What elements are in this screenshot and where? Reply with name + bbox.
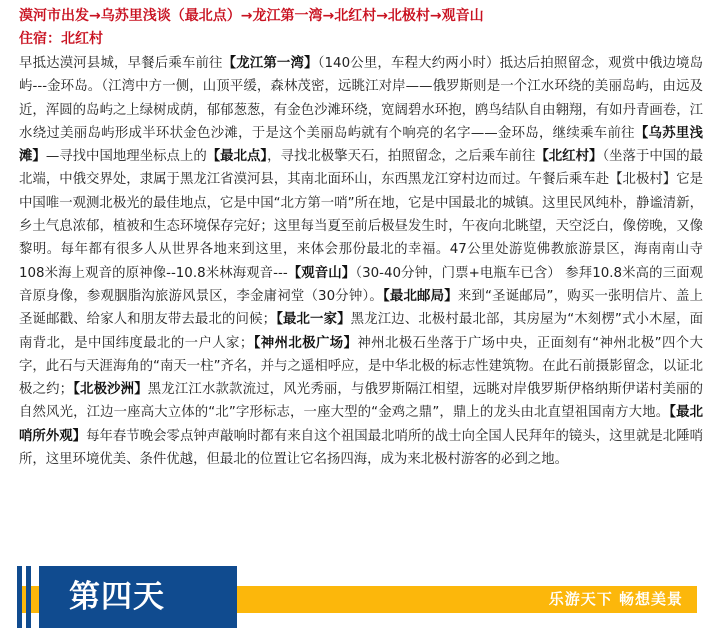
highlight-term: 【乌苏里浅滩】 xyxy=(19,125,704,165)
highlight-term: 【最北邮局】 xyxy=(382,288,458,304)
banner-slogan: 乐游天下 畅想美景 xyxy=(548,590,683,608)
body-segment: 每年春节晚会零点钟声敲响时都有来自这个祖国最北哨所的战士向全国人民拜年的镜头，这里就是北陲哨所，这里环境优美、条件优越，但最北的位置让它名扬四海，成为来北极村游客的必到之地。 xyxy=(19,428,703,468)
body-segment: 神州北极石坐落于广场中央，正面刻有“神州北极”四个大字，此石与天涯海角的“南天一柱”齐名，并与之遥相呼应，是中华北极的标志性建筑物。在此石前摄影留念，以证北极之约； xyxy=(19,335,704,398)
highlight-term: 【龙江第一湾】 xyxy=(222,56,318,71)
body-segment: 黑龙江江水款款流过，风光秀丽，与俄罗斯隔江相望，远眺对岸俄罗斯伊格纳斯伊诺村美丽的自然风光，江边一座高大立体的“北”字形标志，一座大型的“金鸡之鼎”，鼎上的龙头由北直望祖国南方大地。 xyxy=(19,382,703,421)
body-segment: （140公里，车程大约两小时）抵达后拍照留念，观赏中俄边境岛屿---金环岛。（江湾中方一侧，山顶平缓，森林茂密，远眺江对岸——俄罗斯则是一个江水环绕的美丽岛屿，由远及近，浑圆的岛屿之上绿树成荫，郁郁葱葱，有金色沙滩环绕，宽阔碧水环抱，鸥鸟结队自由翱翔，有如丹青画卷，江水绕过美丽岛屿形成半环状金色沙滩，于是这个美丽岛屿就有个响亮的名字——金环岛，继续乘车前往 xyxy=(19,56,704,141)
banner-stripe xyxy=(17,566,22,628)
accommodation-line: 住宿：北红村 xyxy=(19,31,103,47)
body-segment: 来到“圣诞邮局”，购买一张明信片、盖上圣诞邮戳、给家人和朋友带去最北的问候； xyxy=(19,288,703,328)
highlight-term: 【最北一家】 xyxy=(276,312,351,328)
body-segment: （30-40分钟，门票+电瓶车已含） 参拜10.8米高的三面观音原身像，参观胭脂沟旅游风景区，李金庸祠堂（30分钟）。 xyxy=(19,265,704,304)
route-heading: 漠河市出发→乌苏里浅谈（最北点）→龙江第一湾→北红村→北极村→观音山 xyxy=(19,8,484,24)
day-title: 第四天 xyxy=(69,579,165,615)
banner-stripe xyxy=(26,566,31,628)
body-segment: —寻找中国地理坐标点上的 xyxy=(45,149,207,165)
body-segment: （坐落于中国的最北端，中俄交界处，隶属于黑龙江省漠河县，其南北面环山，东西黑龙江穿村边而过。午餐后乘车赴【北极村】它是中国唯一观测北极光的最佳地点，它是中国“北方第一哨”所在地，它是中国最北的城镇。这里民风纯朴，静谧清新，乡土气息浓郁，植被和生态环境保存完好；这里每当夏至前后极昼发生时，午夜向北眺望，天空泛白，像傍晚，又像黎明。每年都有很多人从世界各地来到这里，来体会那份最北的幸福。47公里处游览佛教旅游景区，海南南山寺108米海上观音的原神像--10.8米林海观音--- xyxy=(19,149,703,281)
itinerary-body xyxy=(19,52,703,471)
highlight-term: 【北极沙洲】 xyxy=(73,382,148,398)
day-banner xyxy=(17,566,697,628)
body-segment: ，寻找北极擎天石，拍照留念，之后乘车前往 xyxy=(267,149,536,165)
highlight-term: 【最北点】 xyxy=(206,149,268,165)
body-segment: 早抵达漠河县城，早餐后乘车前往 xyxy=(19,56,223,71)
highlight-term: 【神州北极广场】 xyxy=(253,335,358,351)
highlight-term: 【观音山】 xyxy=(287,265,356,281)
highlight-term: 【最北哨所外观】 xyxy=(19,405,703,444)
highlight-term: 【北红村】 xyxy=(535,149,603,165)
body-segment: 黑龙江边、北极村最北部，其房屋为“木刻楞”式小木屋，面南背北，是中国纬度最北的一户人家； xyxy=(19,312,704,351)
